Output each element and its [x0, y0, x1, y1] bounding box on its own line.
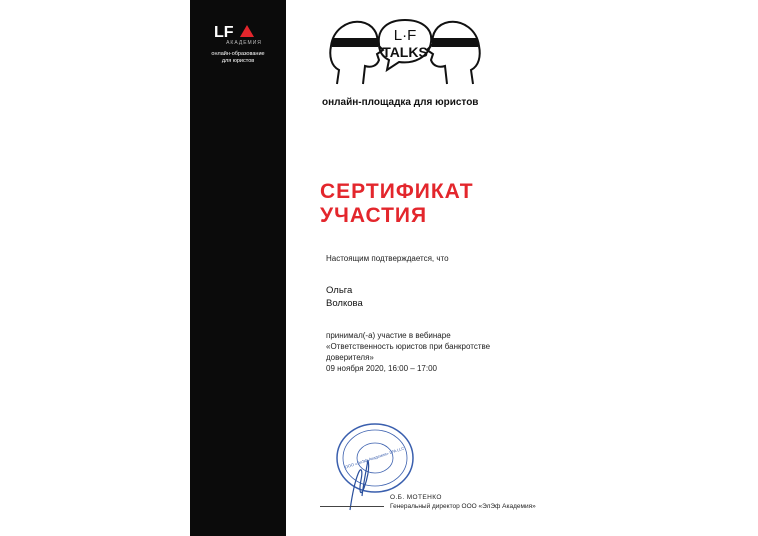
lf-academy-logo: [214, 22, 274, 40]
title-line-1: СЕРТИФИКАТ: [320, 180, 474, 203]
signer-role: Генеральный директор ООО «ЭлЭф Академия»: [390, 503, 536, 510]
recipient-first-name: Ольга: [326, 285, 353, 296]
talks-line-2: TALKS: [382, 44, 428, 60]
certificate-title: [320, 180, 474, 228]
webinar-title-line-1: «Ответственность юристов при банкротстве: [326, 342, 491, 351]
signature-line: [320, 506, 384, 507]
platform-text: онлайн-площадка для юристов: [322, 97, 479, 108]
participation-text: принимал(-а) участие в вебинаре: [326, 331, 451, 340]
confirm-text: Настоящим подтверждается, что: [326, 254, 449, 263]
recipient-last-name: Волкова: [326, 298, 363, 309]
logo-subtitle: АКАДЕМИЯ: [226, 40, 262, 46]
blindfold-left-icon: [332, 38, 378, 47]
signer-name: О.Б. МОТЕНКО: [390, 494, 442, 501]
seal-text: ООО «ЭлЭф Академия» LFA LLC: [344, 445, 405, 470]
logo-text: LF: [214, 24, 234, 40]
webinar-date: 09 ноября 2020, 16:00 – 17:00: [326, 364, 437, 373]
webinar-title-line-2: доверителя»: [326, 353, 374, 362]
talks-line-1: L·F: [393, 27, 417, 44]
tagline-line-1: онлайн-образование: [211, 51, 265, 57]
sidebar-panel: [190, 0, 286, 536]
title-line-2: УЧАСТИЯ: [320, 204, 428, 227]
tagline-line-2: для юристов: [221, 58, 255, 64]
lf-talks-logo: [325, 14, 485, 92]
blindfold-right-icon: [432, 38, 478, 47]
red-triangle-icon: [240, 25, 254, 37]
sidebar-tagline: [196, 51, 280, 65]
